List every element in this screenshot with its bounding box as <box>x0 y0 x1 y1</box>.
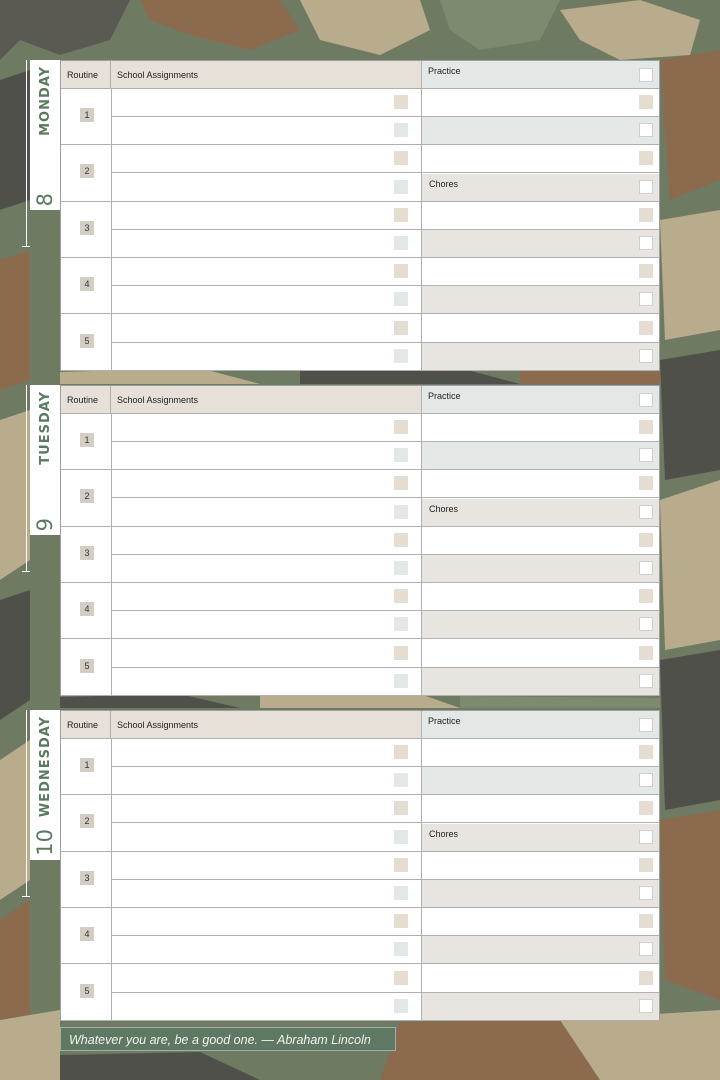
header-practice: Practice <box>421 386 659 414</box>
day-tab-tuesday <box>30 385 60 535</box>
practice-chores-cell[interactable] <box>422 880 659 907</box>
routine-number-badge: 5 <box>80 334 94 348</box>
day-name: MONDAY <box>37 66 53 136</box>
school-assignment-checkbox[interactable] <box>394 646 408 660</box>
practice-checkbox[interactable] <box>639 773 653 787</box>
header-routine: Routine <box>61 61 111 89</box>
practice-chores-cell[interactable] <box>422 739 659 766</box>
school-assignment-checkbox[interactable] <box>394 321 408 335</box>
practice-chores-cell[interactable] <box>422 230 659 257</box>
header-routine: Routine <box>61 386 111 414</box>
practice-chores-cell[interactable] <box>422 936 659 963</box>
practice-checkbox[interactable] <box>639 321 653 335</box>
routine-number-badge: 4 <box>80 277 94 291</box>
practice-chores-cell[interactable] <box>422 258 659 285</box>
routine-number-badge: 1 <box>80 433 94 447</box>
chores-label: Chores <box>429 178 459 189</box>
practice-chores-cell[interactable] <box>422 442 659 469</box>
school-assignment-checkbox[interactable] <box>394 349 408 363</box>
practice-checkbox[interactable] <box>639 180 653 194</box>
routine-number-badge: 2 <box>80 164 94 178</box>
routine-number-badge: 2 <box>80 489 94 503</box>
school-assignment-checkbox[interactable] <box>394 801 408 815</box>
practice-chores-cell[interactable] <box>422 343 659 370</box>
practice-chores-cell[interactable] <box>422 145 659 172</box>
school-assignment-checkbox[interactable] <box>394 914 408 928</box>
day-tab-line <box>26 385 27 571</box>
practice-checkbox[interactable] <box>639 533 653 547</box>
practice-checkbox[interactable] <box>639 858 653 872</box>
header-practice: Practice <box>421 61 659 89</box>
school-assignment-checkbox[interactable] <box>394 886 408 900</box>
day-number: 8 <box>33 192 57 206</box>
routine-number-badge: 3 <box>80 871 94 885</box>
practice-checkbox[interactable] <box>639 801 653 815</box>
routine-number-badge: 3 <box>80 546 94 560</box>
row-divider <box>61 695 659 696</box>
practice-checkbox[interactable] <box>639 561 653 575</box>
school-assignment-checkbox[interactable] <box>394 999 408 1013</box>
planner-block-wednesday <box>60 710 660 1021</box>
practice-chores-cell[interactable] <box>422 315 659 342</box>
day-number: 10 <box>33 829 57 856</box>
practice-checkbox[interactable] <box>639 151 653 165</box>
routine-number-badge: 3 <box>80 221 94 235</box>
school-assignment-checkbox[interactable] <box>394 617 408 631</box>
practice-chores-cell[interactable] <box>422 202 659 229</box>
practice-chores-cell[interactable] <box>422 89 659 116</box>
school-assignment-checkbox[interactable] <box>394 589 408 603</box>
practice-header-checkbox[interactable] <box>639 393 653 407</box>
practice-chores-cell[interactable] <box>422 527 659 554</box>
day-tab-wednesday <box>30 710 60 860</box>
chores-label: Chores <box>429 503 459 514</box>
practice-chores-cell[interactable] <box>422 640 659 667</box>
practice-chores-cell[interactable] <box>422 993 659 1020</box>
practice-checkbox[interactable] <box>639 264 653 278</box>
school-assignment-checkbox[interactable] <box>394 420 408 434</box>
practice-checkbox[interactable] <box>639 476 653 490</box>
practice-checkbox[interactable] <box>639 505 653 519</box>
chores-label: Chores <box>429 828 459 839</box>
row-divider <box>61 1020 659 1021</box>
routine-number-badge: 5 <box>80 984 94 998</box>
school-assignment-checkbox[interactable] <box>394 561 408 575</box>
quote-banner: Whatever you are, be a good one. — Abraham Lincoln <box>60 1027 396 1051</box>
practice-chores-cell[interactable] <box>422 668 659 695</box>
day-name: WEDNESDAY <box>37 716 53 818</box>
school-assignment-checkbox[interactable] <box>394 151 408 165</box>
school-assignment-checkbox[interactable] <box>394 208 408 222</box>
practice-checkbox[interactable] <box>639 886 653 900</box>
practice-chores-cell[interactable] <box>422 852 659 879</box>
school-assignment-checkbox[interactable] <box>394 858 408 872</box>
practice-checkbox[interactable] <box>639 420 653 434</box>
header-school-assignments: School Assignments <box>111 711 421 739</box>
practice-checkbox[interactable] <box>639 95 653 109</box>
practice-checkbox[interactable] <box>639 292 653 306</box>
day-tab-tick <box>22 896 30 897</box>
routine-number-badge: 2 <box>80 814 94 828</box>
practice-chores-cell[interactable] <box>422 414 659 441</box>
practice-chores-cell[interactable] <box>422 611 659 638</box>
header-school-assignments: School Assignments <box>111 61 421 89</box>
header-routine: Routine <box>61 711 111 739</box>
school-assignment-checkbox[interactable] <box>394 773 408 787</box>
day-tab-line <box>26 60 27 246</box>
practice-checkbox[interactable] <box>639 674 653 688</box>
school-assignment-checkbox[interactable] <box>394 236 408 250</box>
practice-checkbox[interactable] <box>639 123 653 137</box>
practice-header-checkbox[interactable] <box>639 718 653 732</box>
routine-number-badge: 4 <box>80 602 94 616</box>
practice-chores-cell[interactable] <box>422 117 659 144</box>
practice-chores-cell[interactable] <box>422 286 659 313</box>
school-assignment-checkbox[interactable] <box>394 533 408 547</box>
day-tab-monday <box>30 60 60 210</box>
practice-checkbox[interactable] <box>639 617 653 631</box>
planner-block-tuesday <box>60 385 660 696</box>
day-number: 9 <box>33 517 57 531</box>
header-school-assignments: School Assignments <box>111 386 421 414</box>
school-assignment-checkbox[interactable] <box>394 745 408 759</box>
planner-block-monday <box>60 60 660 371</box>
practice-chores-cell[interactable] <box>422 795 659 822</box>
practice-checkbox[interactable] <box>639 448 653 462</box>
practice-chores-cell[interactable] <box>422 555 659 582</box>
practice-checkbox[interactable] <box>639 914 653 928</box>
school-assignment-checkbox[interactable] <box>394 674 408 688</box>
practice-checkbox[interactable] <box>639 942 653 956</box>
practice-chores-cell[interactable] <box>422 908 659 935</box>
practice-checkbox[interactable] <box>639 999 653 1013</box>
practice-chores-cell[interactable] <box>422 965 659 992</box>
routine-number-badge: 4 <box>80 927 94 941</box>
school-assignment-checkbox[interactable] <box>394 180 408 194</box>
school-assignment-checkbox[interactable] <box>394 505 408 519</box>
routine-number-badge: 1 <box>80 108 94 122</box>
school-assignment-checkbox[interactable] <box>394 476 408 490</box>
school-assignment-checkbox[interactable] <box>394 292 408 306</box>
school-assignment-checkbox[interactable] <box>394 971 408 985</box>
practice-chores-cell[interactable] <box>422 767 659 794</box>
school-assignment-checkbox[interactable] <box>394 830 408 844</box>
school-assignment-checkbox[interactable] <box>394 264 408 278</box>
practice-checkbox[interactable] <box>639 208 653 222</box>
practice-checkbox[interactable] <box>639 830 653 844</box>
routine-number-badge: 1 <box>80 758 94 772</box>
row-divider <box>61 370 659 371</box>
school-assignment-checkbox[interactable] <box>394 942 408 956</box>
day-tab-tick <box>22 246 30 247</box>
routine-number-badge: 5 <box>80 659 94 673</box>
practice-header-checkbox[interactable] <box>639 68 653 82</box>
day-name: TUESDAY <box>37 391 53 465</box>
school-assignment-checkbox[interactable] <box>394 448 408 462</box>
practice-chores-cell[interactable] <box>422 470 659 497</box>
practice-checkbox[interactable] <box>639 745 653 759</box>
practice-checkbox[interactable] <box>639 349 653 363</box>
practice-checkbox[interactable] <box>639 236 653 250</box>
day-tab-line <box>26 710 27 896</box>
practice-checkbox[interactable] <box>639 971 653 985</box>
school-assignment-checkbox[interactable] <box>394 95 408 109</box>
practice-chores-cell[interactable] <box>422 583 659 610</box>
practice-checkbox[interactable] <box>639 589 653 603</box>
header-practice: Practice <box>421 711 659 739</box>
day-tab-tick <box>22 571 30 572</box>
practice-checkbox[interactable] <box>639 646 653 660</box>
school-assignment-checkbox[interactable] <box>394 123 408 137</box>
